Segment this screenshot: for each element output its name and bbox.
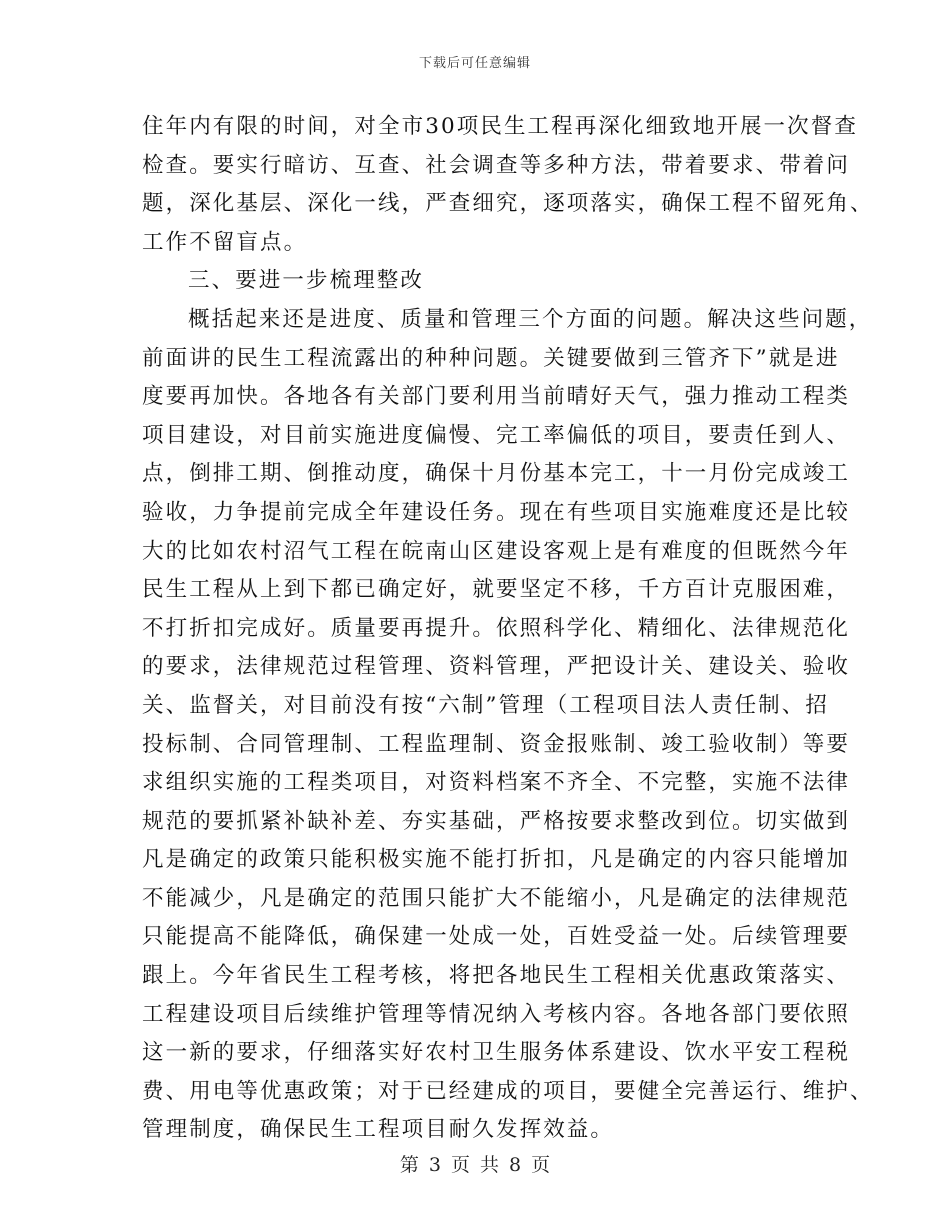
body-text-line: 检查。要实行暗访、互查、社会调查等多种方法，带着要求、带着问 <box>142 152 851 178</box>
body-text-line: 跟上。今年省民生工程考核，将把各地民生工程相关优惠政策落实、 <box>142 963 851 989</box>
body-text-line: 题，深化基层、深化一线，严查细究，逐项落实，确保工程不留死角、 <box>142 191 874 217</box>
document-body <box>142 108 874 1150</box>
body-text-line: 验收，力争提前完成全年建设任务。现在有些项目实施难度还是比较 <box>142 499 851 525</box>
body-text-line: 前面讲的民生工程流露出的种种问题。关键要做到三管齐下”就是进 <box>142 345 840 371</box>
body-text-line: 工作不留盲点。 <box>142 229 308 255</box>
body-text-line: 投标制、合同管理制、工程监理制、资金报账制、竣工验收制）等要 <box>142 731 851 757</box>
body-text-line: 关、监督关，对目前没有按“六制”管理（工程项目法人责任制、招 <box>142 692 829 718</box>
body-text-line: 求组织实施的工程类项目，对资料档案不齐全、不完整，实施不法律 <box>142 770 851 796</box>
body-text-line: 度要再加快。各地各有关部门要利用当前晴好天气，强力推动工程类 <box>142 384 851 410</box>
body-text-line: 民生工程从上到下都已确定好，就要坚定不移，千方百计克服困难， <box>142 577 851 603</box>
page-header: 下载后可任意编辑 <box>418 56 531 71</box>
body-text-line: 费、用电等优惠政策；对于已经建成的项目，要健全完善运行、维护、 <box>142 1078 874 1104</box>
body-text-line: 工程建设项目后续维护管理等情况纳入考核内容。各地各部门要依照 <box>142 1001 851 1027</box>
body-text-line: 这一新的要求，仔细落实好农村卫生服务体系建设、饮水平安工程税 <box>142 1040 851 1066</box>
body-text-line: 规范的要抓紧补缺补差、夯实基础，严格按要求整改到位。切实做到 <box>142 808 851 834</box>
section-heading: 三、要进一步梳理整改 <box>188 268 425 294</box>
body-text-line: 住年内有限的时间，对全市30项民生工程再深化细致地开展一次督查 <box>142 114 858 139</box>
body-text-line: 凡是确定的政策只能积极实施不能打折扣，凡是确定的内容只能增加 <box>142 847 851 873</box>
body-text-line: 不打折扣完成好。质量要再提升。依照科学化、精细化、法律规范化 <box>142 615 851 641</box>
body-text-line: 点，倒排工期、倒推动度，确保十月份基本完工，十一月份完成竣工 <box>142 461 851 487</box>
body-text-line: 管理制度，确保民生工程项目耐久发挥效益。 <box>142 1117 615 1143</box>
page-number: 第 3 页 共 8 页 <box>399 1154 551 1176</box>
body-text-line: 大的比如农村沼气工程在皖南山区建设客观上是有难度的但既然今年 <box>142 538 851 564</box>
body-text-line: 不能减少，凡是确定的范围只能扩大不能缩小，凡是确定的法律规范 <box>142 885 851 911</box>
body-text-line: 项目建设，对目前实施进度偏慢、完工率偏低的项目，要责任到人、 <box>142 422 851 448</box>
body-text-line: 的要求，法律规范过程管理、资料管理，严把设计关、建设关、验收 <box>142 654 851 680</box>
body-text-line: 概括起来还是进度、质量和管理三个方面的问题。解决这些问题， <box>188 306 873 332</box>
body-text-line: 只能提高不能降低，确保建一处成一处，百姓受益一处。后续管理要 <box>142 924 851 950</box>
